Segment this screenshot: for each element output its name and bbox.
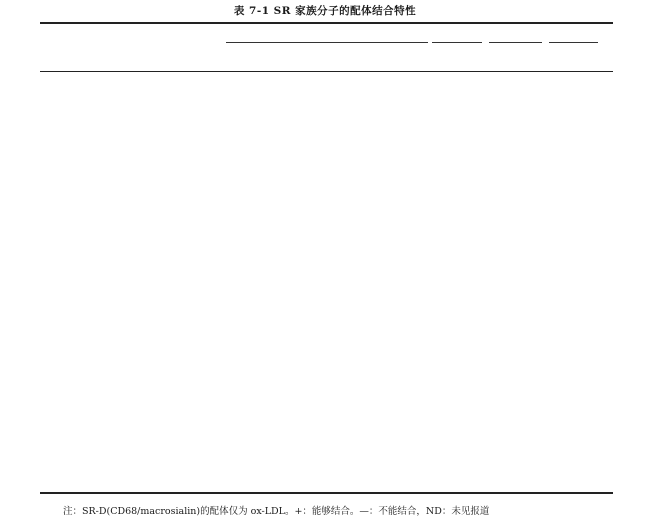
table-rule — [489, 42, 542, 43]
table-rule — [432, 42, 482, 43]
table-rule — [40, 22, 613, 24]
table-rule — [330, 42, 428, 43]
table-footnote: 注：SR-D(CD68/macrosialin)的配体仅为 ox-LDL。+：能够结合。—：不能结合，ND：未见报道 — [63, 506, 490, 517]
table-rule — [549, 42, 598, 43]
table-rule — [40, 71, 613, 72]
table-rule — [40, 492, 613, 494]
table-rule — [226, 42, 330, 43]
table-title: 表 7-1 SR 家族分子的配体结合特性 — [233, 5, 417, 17]
